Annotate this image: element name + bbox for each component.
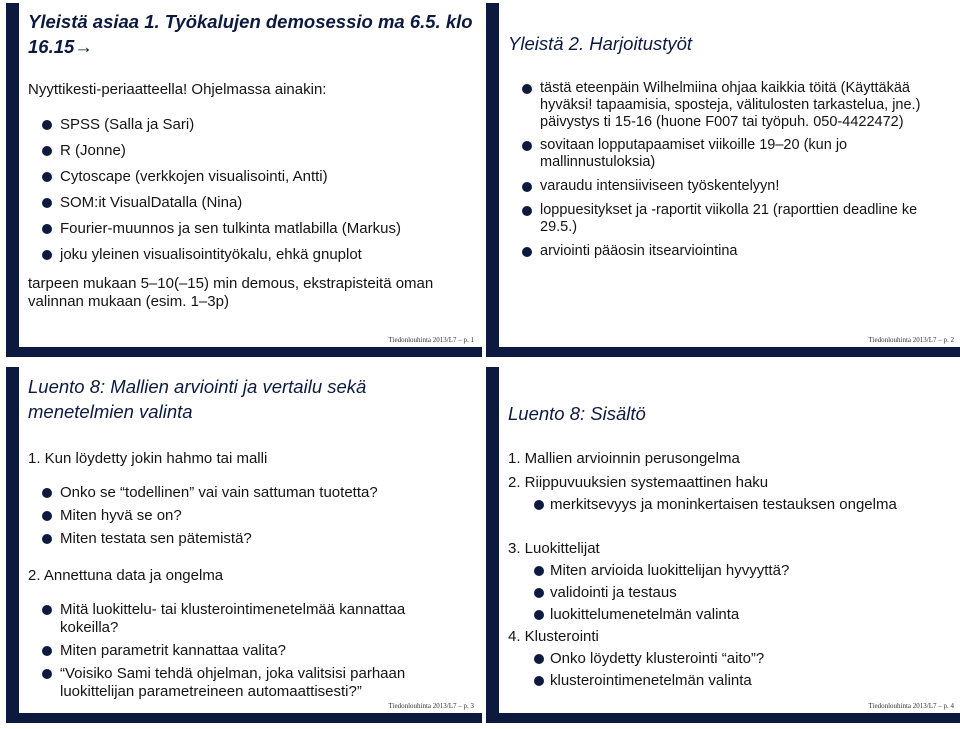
bullet-icon: [42, 646, 52, 656]
bullet-icon: [42, 198, 52, 208]
bullet-icon: [42, 488, 52, 498]
section-3: [508, 540, 952, 624]
bullet-icon: [522, 206, 532, 216]
bullet-icon: [522, 182, 532, 192]
list-item: R (Jonne): [28, 142, 472, 160]
list-item: klusterointimenetelmän valinta: [508, 672, 952, 690]
slide-footer: Tiedonlouhinta 2013/L7 – p. 2: [868, 336, 954, 344]
note-text: tarpeen mukaan 5–10(–15) min demous, ekstrapisteitä oman valinnan mukaan (esim. 1–3p): [28, 275, 434, 310]
slide-bottom-bar: [486, 347, 960, 357]
slide-left-bar: [486, 3, 499, 357]
section-heading: 2. Annettuna data ja ongelma: [28, 567, 224, 584]
bullet-icon: [534, 500, 544, 510]
bullet-icon: [42, 511, 52, 521]
slide-left-bar: [6, 367, 19, 723]
section-4: [508, 628, 952, 690]
bullet-icon: [522, 247, 532, 257]
list-item: Miten parametrit kannattaa valita?: [28, 642, 446, 660]
slide-title: Luento 8: Sisältö: [508, 403, 646, 424]
list-item: “Voisiko Sami tehdä ohjelman, joka valitsisi parhaan luokittelijan parametreineen automaattisesti?”: [28, 665, 446, 701]
slide-left-bar: [6, 3, 19, 357]
bullet-icon: [522, 141, 532, 151]
list-item: loppuesitykset ja -raportit viikolla 21 (raporttien deadline ke 29.5.): [508, 202, 924, 236]
slide-footer: Tiedonlouhinta 2013/L7 – p. 1: [388, 336, 474, 344]
list-item: Mitä luokittelu- tai klusterointimenetelmää kannattaa kokeilla?: [28, 601, 446, 637]
list-item: varaudu intensiiviseen työskentelyyn!: [508, 178, 924, 195]
list-item: joku yleinen visualisointityökalu, ehkä gnuplot: [28, 246, 472, 264]
slide-footer: Tiedonlouhinta 2013/L7 – p. 3: [388, 702, 474, 710]
bullet-icon: [534, 676, 544, 686]
bullet-icon: [42, 146, 52, 156]
list-item: Cytoscape (verkkojen visualisointi, Antti): [28, 168, 472, 186]
list-item: luokittelumenetelmän valinta: [508, 606, 952, 624]
bullet-list: [28, 116, 472, 264]
slide-2: [486, 3, 960, 357]
section-heading: 3. Luokittelijat: [508, 540, 600, 557]
list-item: tästä eteenpäin Wilhelmiina ohjaa kaikkia töitä (Käyttäkää hyväksi! tapaamisia, sposteja, välitulosten tarkastelua, jne.) päivystys ti 15-16 (huone F007 tai työpuh. 050-4422472): [508, 80, 924, 131]
slide-4: [486, 367, 960, 723]
bullet-icon: [42, 250, 52, 260]
section-heading: 2. Riippuvuuksien systemaattinen haku: [508, 474, 769, 491]
list-item: Fourier-muunnos ja sen tulkinta matlabilla (Markus): [28, 220, 472, 238]
slide-left-bar: [486, 367, 499, 723]
slide-footer: Tiedonlouhinta 2013/L7 – p. 4: [868, 702, 954, 710]
bullet-list: [508, 650, 952, 690]
bullet-icon: [534, 654, 544, 664]
list-item: SPSS (Salla ja Sari): [28, 116, 472, 134]
slide-3: [6, 367, 482, 723]
slide-title: Yleistä asiaa 1. Työkalujen demosessio ma 6.5. klo 16.15→: [28, 11, 473, 57]
list-item: Miten testata sen pätemistä?: [28, 530, 472, 548]
bullet-icon: [42, 172, 52, 182]
slide-title: Yleistä 2. Harjoitustyöt: [508, 33, 693, 54]
list-item: Onko löydetty klusterointi “aito”?: [508, 650, 952, 668]
bullet-icon: [42, 605, 52, 615]
slide-1: [6, 3, 482, 357]
list-item: sovitaan lopputapaamiset viikoille 19–20 (kun jo mallinnustuloksia): [508, 137, 924, 171]
intro-text: Nyyttikesti-periaatteella! Ohjelmassa ainakin:: [28, 81, 327, 98]
bullet-icon: [522, 84, 532, 94]
list-item: merkitsevyys ja moninkertaisen testauksen ongelma: [508, 496, 952, 514]
slide-bottom-bar: [486, 713, 960, 723]
list-item: Miten arvioida luokittelijan hyvyyttä?: [508, 562, 952, 580]
slide-bottom-bar: [6, 713, 482, 723]
slide-bottom-bar: [6, 347, 482, 357]
bullet-icon: [42, 224, 52, 234]
bullet-list: [28, 601, 446, 701]
list-item: arviointi pääosin itsearviointina: [508, 243, 924, 260]
section-1: [508, 450, 952, 468]
section-heading: 1. Kun löydetty jokin hahmo tai malli: [28, 450, 268, 467]
slide-title: Luento 8: Mallien arviointi ja vertailu sekä menetelmien valinta: [28, 376, 367, 422]
section-heading: 1. Mallien arvioinnin perusongelma: [508, 450, 740, 467]
bullet-list: [508, 496, 952, 514]
bullet-list: [508, 562, 952, 624]
bullet-list: [28, 484, 472, 548]
bullet-icon: [534, 566, 544, 576]
section-2: [508, 474, 952, 514]
list-item: Onko se “todellinen” vai vain sattuman tuotetta?: [28, 484, 472, 502]
bullet-icon: [534, 588, 544, 598]
bullet-icon: [42, 669, 52, 679]
bullet-icon: [42, 534, 52, 544]
bullet-list: [508, 80, 924, 260]
list-item: SOM:it VisualDatalla (Nina): [28, 194, 472, 212]
section-heading: 4. Klusterointi: [508, 628, 599, 645]
list-item: validointi ja testaus: [508, 584, 952, 602]
list-item: Miten hyvä se on?: [28, 507, 472, 525]
bullet-icon: [534, 610, 544, 620]
bullet-icon: [42, 120, 52, 130]
